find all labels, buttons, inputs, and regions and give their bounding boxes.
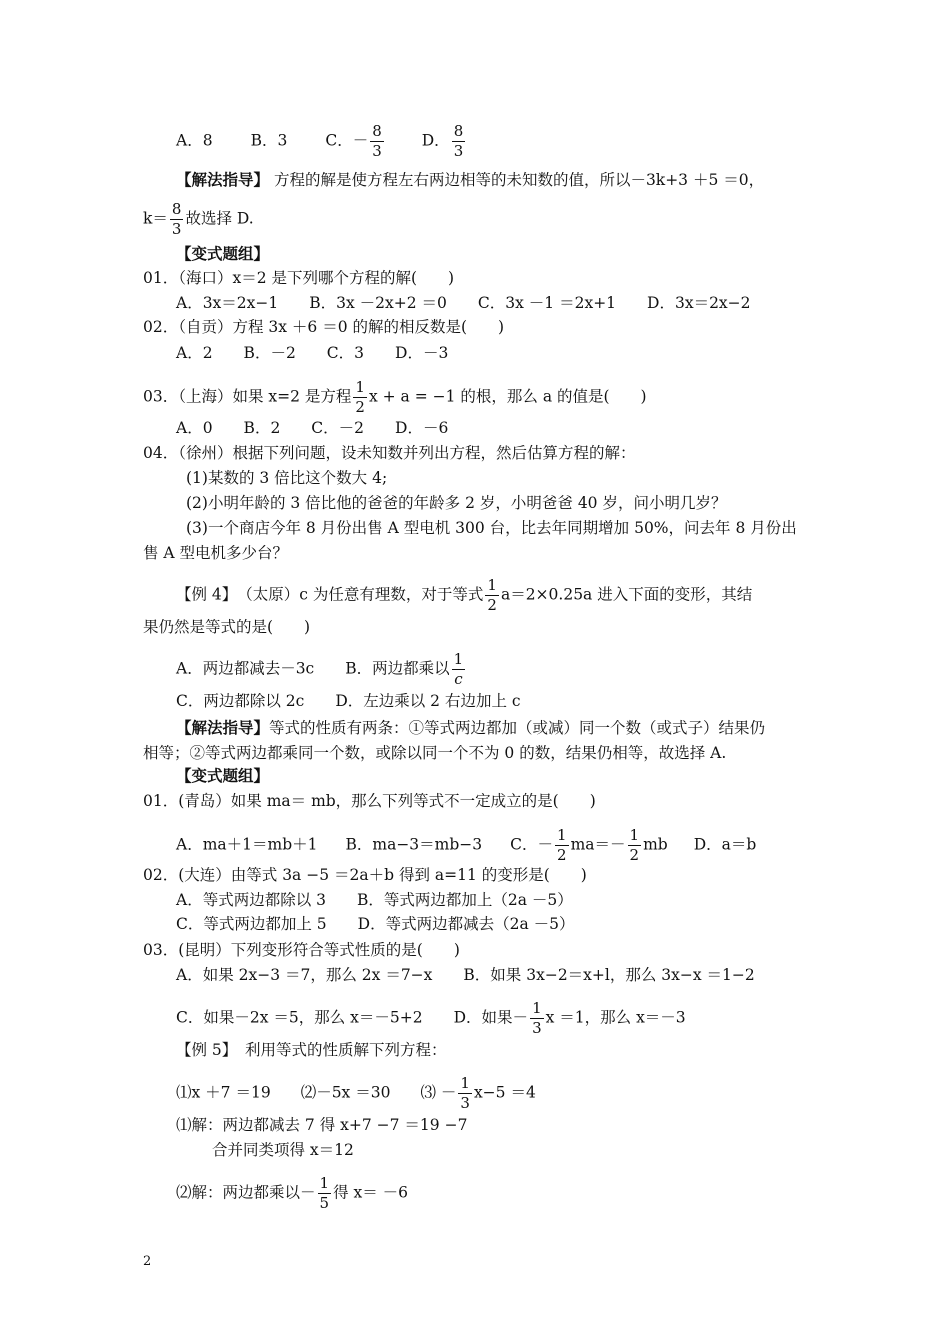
option-c-prefix: C．－ xyxy=(325,131,369,150)
question-03-options: A．0 B．2 C．－2 D．－6 xyxy=(176,419,449,437)
ex3-options xyxy=(176,124,467,159)
question-04-sub3-cont: 售 A 型电机多少台？ xyxy=(143,544,289,562)
solution-2: ⑵解：两边都乘以－ $\frac{1}{5}$ 得 x＝ －6 xyxy=(176,1174,409,1212)
example-5-problems: ⑴x ＋7 ＝19 ⑵－5x ＝30 ⑶ － $\frac{1}{3}$ x−5 ＝4 xyxy=(176,1074,536,1112)
fraction: $\frac{8}{3}$ xyxy=(171,200,182,238)
question-02-options: A．2 B．－2 C．3 D．－3 xyxy=(176,344,449,362)
guide-label: 【解法指导】 xyxy=(176,170,270,189)
guide-text: 方程的解是使方程左右两边相等的未知数的值，所以－3k+3 ＋5 ＝0， xyxy=(269,171,765,189)
example-4-options-ab: A．两边都减去－3c B．两边都乘以 $\frac{1}{c}$ xyxy=(176,650,464,688)
question-02: 02．（自贡）方程 3x ＋6 ＝0 的解的相反数是( ) xyxy=(143,318,505,336)
question-02-options-ab: A．等式两边都除以 3 B．等式两边都加上（2a －5） xyxy=(176,891,573,909)
question-04-sub2: (2)小明年龄的 3 倍比他的爸爸的年龄多 2 岁，小明爸爸 40 岁，问小明几岁？ xyxy=(186,494,727,512)
example-4-guide-line1: 【解法指导】等式的性质有两条：①等式两边都加（或减）同一个数（或式子）结果仍 xyxy=(176,718,766,737)
fraction: $\frac{1}{2}$ xyxy=(629,826,640,864)
example-4-options-cd: C．两边都除以 2c D．左边乘以 2 右边加上 c xyxy=(176,692,521,710)
ex3-guide-line2 xyxy=(143,202,254,237)
solution-1-step2: 合并同类项得 x＝12 xyxy=(212,1141,354,1159)
option-b: B．3 xyxy=(250,131,288,150)
example-4-guide-line2: 相等；②等式两边都乘同一个数，或除以同一个不为 0 的数，结果仍相等，故选择 A. xyxy=(143,744,727,762)
fraction: $\frac{1}{5}$ xyxy=(319,1174,330,1212)
k-prefix: k＝ xyxy=(143,209,168,228)
question-04-sub1: (1)某数的 3 倍比这个数大 4; xyxy=(186,469,388,487)
question-01: 01．(青岛）如果 ma＝ mb，那么下列等式不一定成立的是( ) xyxy=(143,792,596,810)
fraction: $\frac{1}{2}$ xyxy=(487,576,497,614)
option-d-prefix: D． xyxy=(421,131,450,150)
variant-group-title: 【变式题组】 xyxy=(176,244,270,263)
question-04-sub3: (3)一个商店今年 8 月份出售 A 型电机 300 台，比去年同期增加 50%，问去年 8 月份出 xyxy=(186,519,797,537)
guide-conclusion: 故选择 D. xyxy=(185,209,254,228)
fraction: $\frac{1}{2}$ xyxy=(355,378,365,416)
question-03: 03．(昆明）下列变形符合等式性质的是( ) xyxy=(143,941,460,959)
fraction: $\frac{1}{3}$ xyxy=(460,1074,470,1112)
option-a: A．8 xyxy=(176,131,213,150)
question-03-options-ab: A．如果 2x−3 ＝7，那么 2x ＝7−x B．如果 3x−2＝x+l，那么 3x−x ＝1−2 xyxy=(176,966,755,984)
question-01-options: A．3x＝2x−1 B．3x －2x+2 ＝0 C．3x －1 ＝2x+1 D．3x＝2x−2 xyxy=(176,294,751,312)
fraction: $\frac{1}{c}$ xyxy=(453,650,464,688)
question-03: 03．（上海）如果 x=2 是方程 $\frac{1}{2}$ x + a = −1 的根，那么 a 的值是( ) xyxy=(143,378,647,416)
solution-1-step1: ⑴解：两边都减去 7 得 x+7 −7 ＝19 −7 xyxy=(176,1116,468,1134)
question-01-options: A．ma＋1＝mb＋1 B．ma−3＝mb−3 C．－ $\frac{1}{2}$ ma＝－ $\frac{1}{2}$ mb D．a＝b xyxy=(176,826,757,864)
question-01: 01．（海口）x＝2 是下列哪个方程的解( ) xyxy=(143,269,455,287)
guide-label: 【解法指导】 xyxy=(176,718,270,737)
example-4-cont: 果仍然是等式的是( ) xyxy=(143,618,311,636)
question-02: 02．(大连）由等式 3a −5 ＝2a＋b 得到 a=11 的变形是( ) xyxy=(143,866,587,884)
fraction: $\frac{1}{3}$ xyxy=(532,999,542,1037)
fraction: $\frac{8}{3}$ xyxy=(372,122,382,160)
example-5: 【例 5】 利用等式的性质解下列方程： xyxy=(176,1041,447,1059)
question-03-options-cd: C．如果－2x ＝5，那么 x＝－5+2 D．如果－ $\frac{1}{3}$ x ＝1，那么 x＝－3 xyxy=(176,999,686,1037)
example-4: 【例 4】 （太原）c 为任意有理数，对于等式 $\frac{1}{2}$ a＝2×0.25a 进入下面的变形，其结 xyxy=(176,576,753,614)
question-04: 04．（徐州）根据下列问题，设未知数并列出方程，然后估算方程的解： xyxy=(143,444,636,462)
ex3-guide-line1 xyxy=(176,170,764,190)
variant-group-title: 【变式题组】 xyxy=(176,766,270,785)
fraction: $\frac{1}{2}$ xyxy=(557,826,567,864)
fraction: $\frac{8}{3}$ xyxy=(453,122,464,160)
question-02-options-cd: C．等式两边都加上 5 D．等式两边都减去（2a －5） xyxy=(176,915,575,933)
page-number: 2 xyxy=(143,1254,152,1269)
